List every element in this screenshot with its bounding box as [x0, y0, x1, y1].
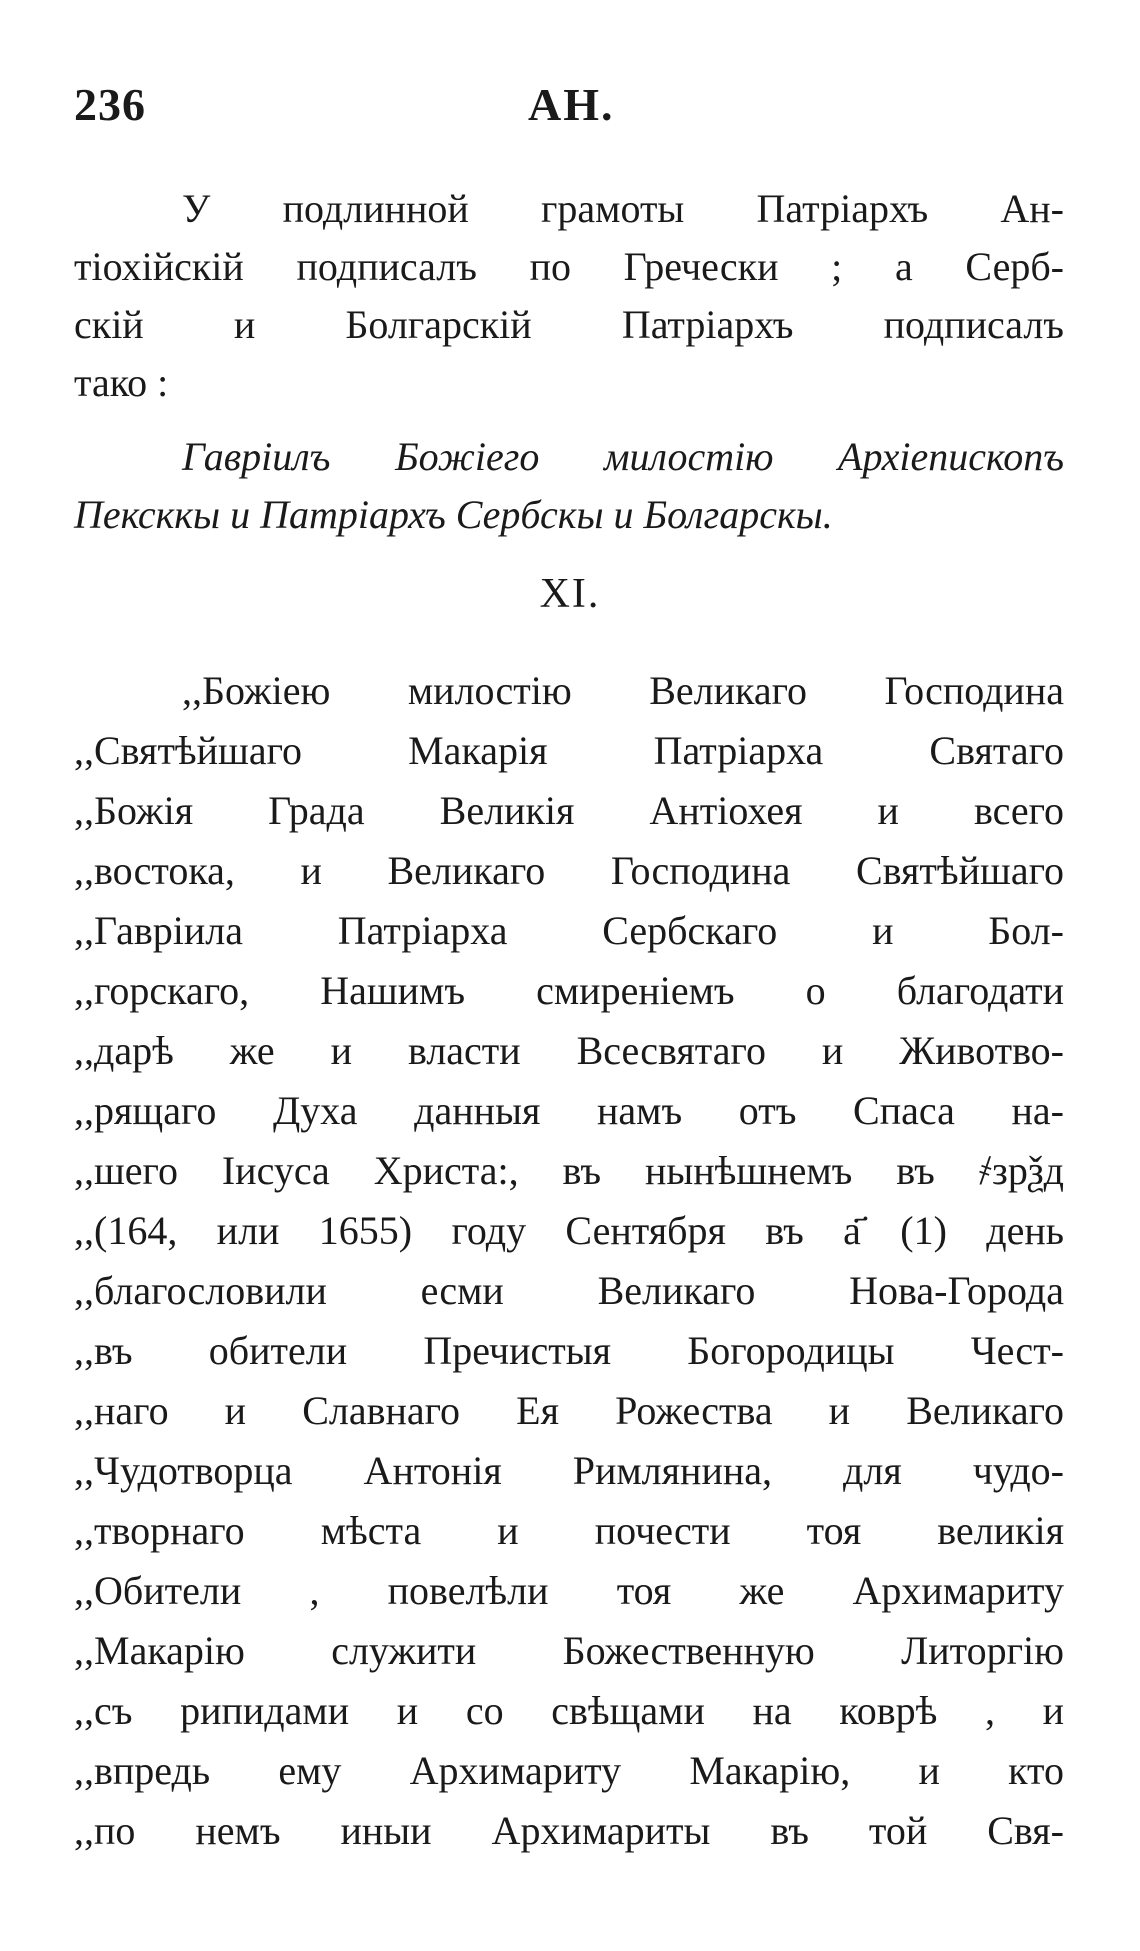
intro-line: тако : — [74, 360, 169, 405]
signature-line: Пексккы и Патрiархъ Сербскы и Болгарскы. — [74, 492, 833, 537]
intro-line: тіохійскій подписалъ по Гречески ; а Серб- — [74, 244, 1064, 289]
charter-line: ,,горскаго, Нашимъ смиреніемъ о благодати — [74, 968, 1064, 1013]
charter-line: ,,Божія Града Великія Антіохея и всего — [74, 788, 1064, 833]
section-number: XI. — [539, 571, 601, 617]
charter-line: ,,благословили есми Великаго Нова-Города — [74, 1268, 1064, 1313]
charter-line: ,,по немъ иныи Архимариты въ той Свя- — [74, 1808, 1064, 1853]
charter-line: ,,(164, или 1655) году Сентября въ а҃ (1) день — [74, 1208, 1064, 1253]
charter-line: ,,Гавріила Патріарха Сербскаго и Бол- — [74, 908, 1064, 953]
signature-line: Гаврiилъ Божiего милостiю Архiепископъ — [182, 434, 1064, 479]
charter-line: ,,Обители , повелѣли тоя же Архимариту — [74, 1568, 1064, 1613]
running-head: АН. — [528, 79, 615, 130]
charter-line: ,,дарѣ же и власти Всесвятаго и Животво- — [74, 1028, 1064, 1073]
charter-line: ,,рящаго Духа данныя намъ отъ Спаса на- — [74, 1088, 1064, 1133]
charter-line: ,,творнаго мѣста и почести тоя великія — [74, 1508, 1064, 1553]
charter-line: ,,востока, и Великаго Господина Святѣйшаго — [74, 848, 1064, 893]
charter-line: ,,Святѣйшаго Макарія Патріарха Святаго — [74, 728, 1064, 773]
intro-line: скій и Болгарскій Патріархъ подписалъ — [74, 302, 1064, 347]
page-header — [74, 78, 1064, 138]
charter-line: ,,въ обители Пречистыя Богородицы Чест- — [74, 1328, 1064, 1373]
charter-line: ,,наго и Славнаго Ея Рожества и Великаго — [74, 1388, 1064, 1433]
page-number: 236 — [74, 79, 146, 130]
intro-line: У подлинной грамоты Патріархъ Ан- — [182, 186, 1064, 231]
charter-line: ,,шего Іисуса Христа:, въ нынѣшнемъ въ ҂зрѯд — [74, 1148, 1064, 1193]
charter-line: ,,впредь ему Архимариту Макарію, и кто — [74, 1748, 1064, 1793]
charter-line: ,,Божіею милостію Великаго Господина — [182, 668, 1064, 713]
charter-line: ,,съ рипидами и со свѣщами на коврѣ , и — [74, 1688, 1064, 1733]
charter-line: ,,Чудотворца Антонія Римлянина, для чудо- — [74, 1448, 1064, 1493]
charter-line: ,,Макарію служити Божественную Литоргію — [74, 1628, 1064, 1673]
